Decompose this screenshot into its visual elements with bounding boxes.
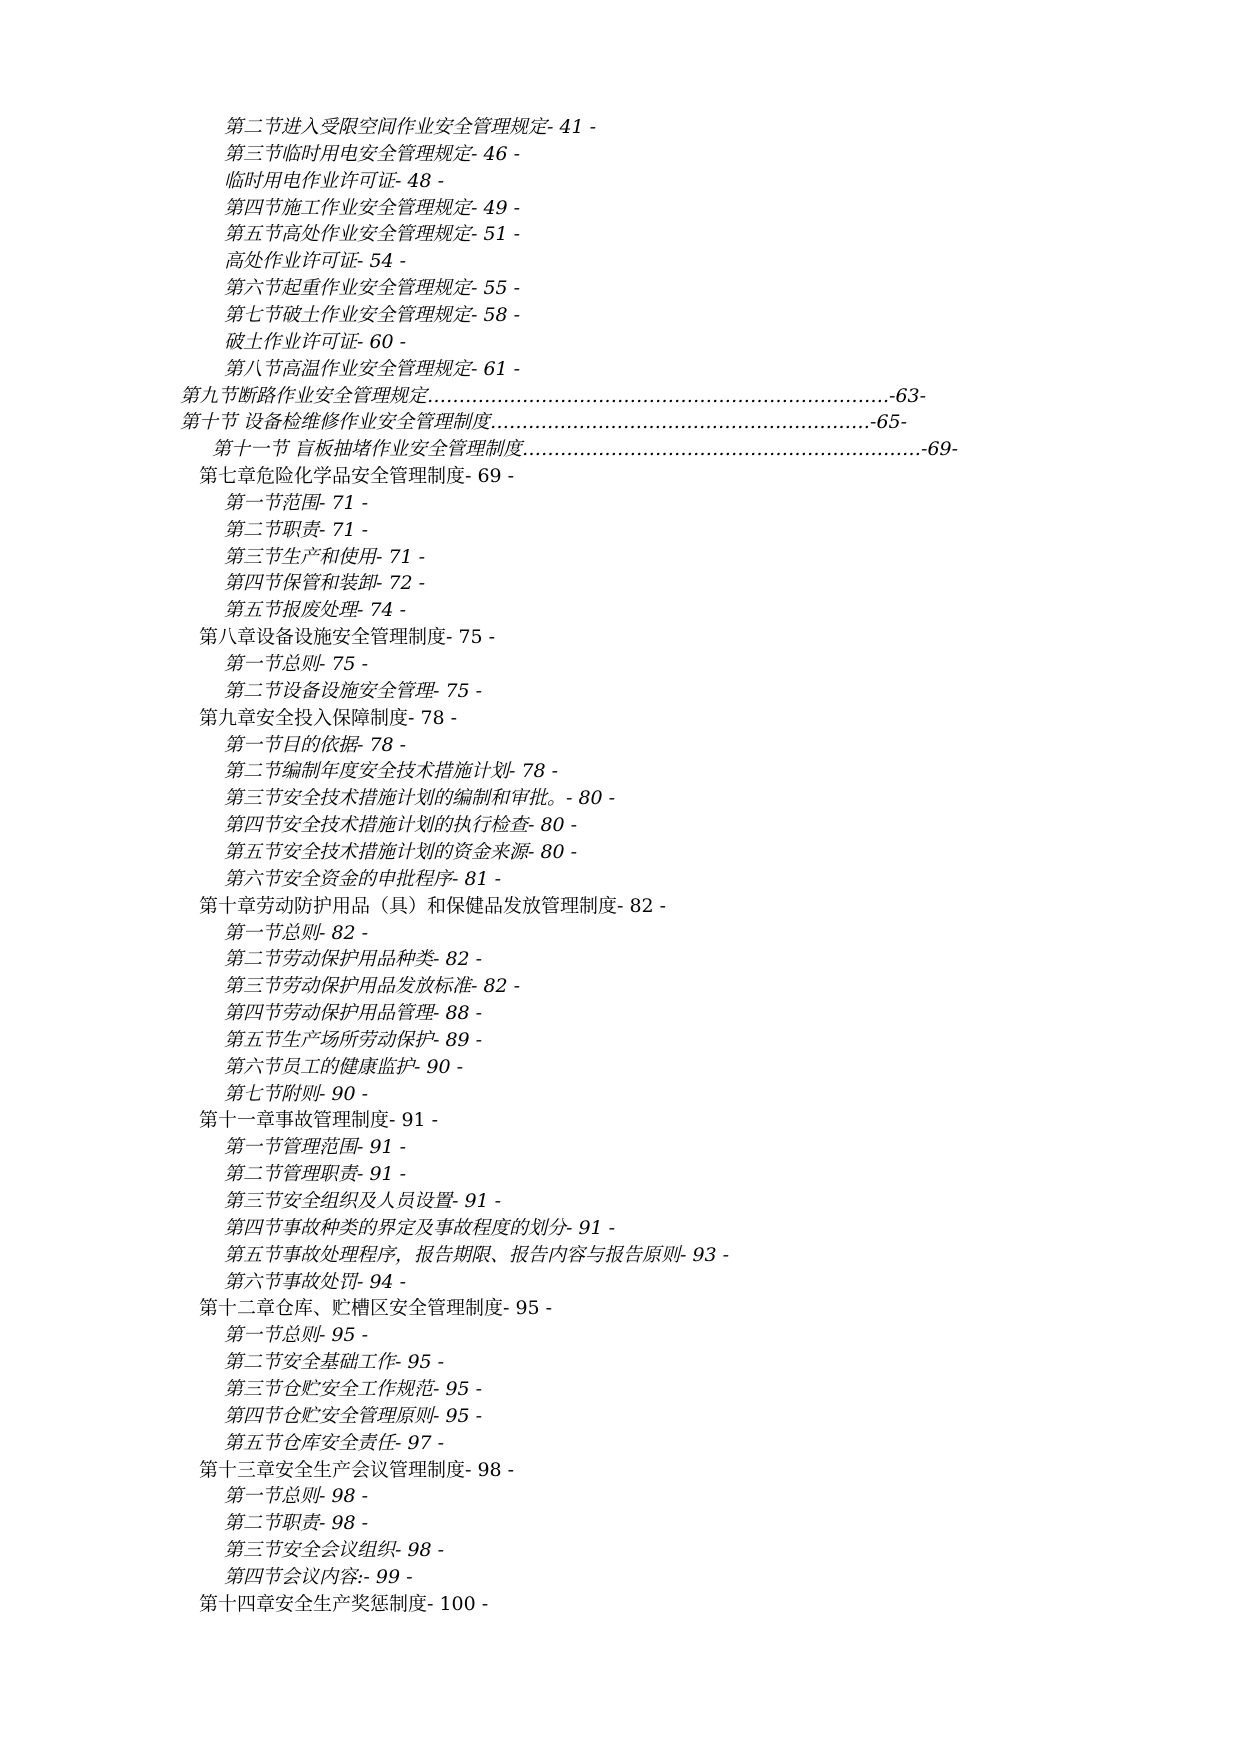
toc-chapter-entry: 第十二章仓库、贮槽区安全管理制度- 95 - xyxy=(199,1297,553,1320)
toc-section-entry: 第十节 设备检维修作业安全管理制度……………………………………………………-65- xyxy=(180,411,908,434)
toc-section-entry: 第一节总则- 95 - xyxy=(224,1324,369,1347)
toc-chapter-entry: 第十四章安全生产奖惩制度- 100 - xyxy=(199,1592,489,1615)
toc-section-entry: 第四节仓贮安全管理原则- 95 - xyxy=(224,1404,483,1427)
toc-chapter-entry: 第十三章安全生产会议管理制度- 98 - xyxy=(199,1458,515,1481)
toc-chapter-entry: 第八章设备设施安全管理制度- 75 - xyxy=(199,626,496,649)
toc-chapter-entry: 第十章劳动防护用品（具）和保健品发放管理制度- 82 - xyxy=(199,894,667,917)
toc-section-entry: 第六节事故处罚- 94 - xyxy=(224,1270,407,1293)
toc-section-entry: 第二节职责- 98 - xyxy=(224,1512,369,1535)
toc-section-entry: 第五节仓库安全责任- 97 - xyxy=(224,1431,445,1454)
toc-section-entry: 第二节职责- 71 - xyxy=(224,518,369,541)
toc-section-entry: 第四节安全技术措施计划的执行检查- 80 - xyxy=(224,814,578,837)
toc-section-entry: 第二节管理职责- 91 - xyxy=(224,1163,407,1186)
toc-section-entry: 第三节安全组织及人员设置- 91 - xyxy=(224,1190,502,1212)
toc-section-entry: 第三节仓贮安全工作规范- 95 - xyxy=(224,1377,483,1400)
toc-section-entry: 第五节安全技术措施计划的资金来源- 80 - xyxy=(224,840,578,863)
toc-section-entry: 临时用电作业许可证- 48 - xyxy=(224,169,445,192)
toc-section-entry: 第七节附则- 90 - xyxy=(224,1082,369,1105)
toc-section-entry: 第四节施工作业安全管理规定- 49 - xyxy=(224,196,521,219)
toc-section-entry: 第一节范围- 71 - xyxy=(224,491,369,514)
toc-chapter-entry: 第七章危险化学品安全管理制度- 69 - xyxy=(199,465,515,488)
toc-section-entry: 第三节安全技术措施计划的编制和审批。- 80 - xyxy=(224,787,616,810)
toc-section-entry: 第一节总则- 98 - xyxy=(224,1485,369,1508)
toc-section-entry: 破土作业许可证- 60 - xyxy=(224,330,407,353)
toc-section-entry: 第六节安全资金的申批程序- 81 - xyxy=(224,867,502,890)
toc-section-entry: 第二节进入受限空间作业安全管理规定- 41 - xyxy=(224,116,597,138)
toc-chapter-entry: 第九章安全投入保障制度- 78 - xyxy=(199,706,458,729)
toc-section-entry: 第四节会议内容:- 99 - xyxy=(224,1565,413,1588)
toc-chapter-entry: 第十一章事故管理制度- 91 - xyxy=(199,1109,439,1132)
toc-section-entry: 第一节总则- 75 - xyxy=(224,653,369,675)
toc-section-entry: 第一节管理范围- 91 - xyxy=(224,1136,407,1159)
toc-section-entry: 第六节起重作业安全管理规定- 55 - xyxy=(224,277,521,300)
toc-section-entry: 第二节安全基础工作- 95 - xyxy=(224,1351,445,1374)
toc-section-entry: 第一节目的依据- 78 - xyxy=(224,733,407,756)
toc-section-entry: 第五节高处作业安全管理规定- 51 - xyxy=(224,223,521,246)
toc-section-entry: 第五节事故处理程序，报告期限、报告内容与报告原则- 93 - xyxy=(224,1243,730,1266)
toc-section-entry: 高处作业许可证- 54 - xyxy=(224,250,407,273)
toc-section-entry: 第三节安全会议组织- 98 - xyxy=(224,1539,445,1562)
toc-section-entry: 第二节编制年度安全技术措施计划- 78 - xyxy=(224,760,559,783)
toc-section-entry: 第九节断路作业安全管理规定……………………………………………………………….-63- xyxy=(180,384,927,407)
toc-section-entry: 第四节劳动保护用品管理- 88 - xyxy=(224,1002,483,1025)
toc-section-entry: 第十一节 盲板抽堵作业安全管理制度………………………………………………………-69- xyxy=(212,438,959,461)
toc-section-entry: 第八节高温作业安全管理规定- 61 - xyxy=(224,357,521,380)
toc-section-entry: 第二节设备设施安全管理- 75 - xyxy=(224,679,483,702)
toc-section-entry: 第七节破土作业安全管理规定- 58 - xyxy=(224,303,521,326)
toc-section-entry: 第四节事故种类的界定及事故程度的划分- 91 - xyxy=(224,1216,616,1239)
toc-section-entry: 第五节报废处理- 74 - xyxy=(224,599,407,622)
toc-section-entry: 第一节总则- 82 - xyxy=(224,921,369,944)
toc-section-entry: 第六节员工的健康监护- 90 - xyxy=(224,1055,464,1078)
toc-section-entry: 第五节生产场所劳动保护- 89 - xyxy=(224,1028,483,1051)
toc-section-entry: 第四节保管和装卸- 72 - xyxy=(224,572,426,595)
toc-section-entry: 第三节临时用电安全管理规定- 46 - xyxy=(224,142,521,165)
toc-section-entry: 第二节劳动保护用品种类- 82 - xyxy=(224,948,483,971)
toc-section-entry: 第三节生产和使用- 71 - xyxy=(224,545,426,568)
toc-section-entry: 第三节劳动保护用品发放标准- 82 - xyxy=(224,975,521,998)
